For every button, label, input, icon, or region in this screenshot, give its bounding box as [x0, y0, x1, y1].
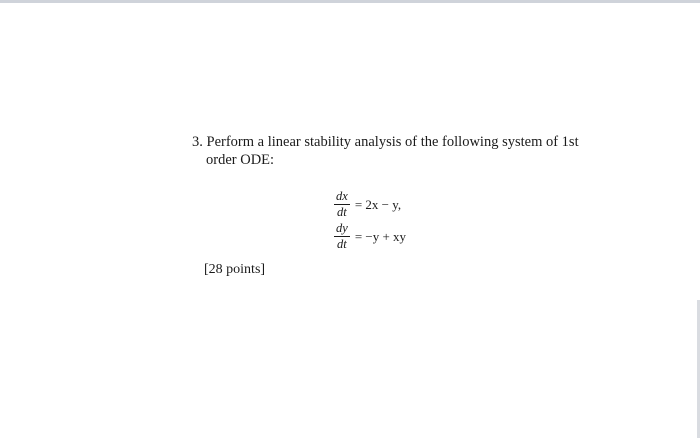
equation-rhs: = −y + xy	[354, 228, 407, 244]
equation-rhs: = 2x − y,	[354, 196, 402, 212]
problem-number: 3.	[192, 134, 203, 150]
top-border	[0, 0, 700, 3]
fraction-numerator: dy	[336, 221, 348, 235]
fraction-denominator: dt	[337, 237, 347, 251]
problem-statement	[192, 133, 592, 169]
fraction-dx-dt	[334, 190, 350, 219]
points-label: [28 points]	[204, 262, 266, 277]
equation-dy-dt	[334, 222, 406, 251]
problem-line-1	[192, 133, 592, 151]
fraction-dy-dt	[334, 222, 350, 251]
equation-dx-dt	[334, 190, 401, 219]
problem-line-2: order ODE:	[206, 152, 275, 168]
fraction-numerator: dx	[336, 189, 348, 203]
fraction-denominator: dt	[337, 205, 347, 219]
problem-text-1: Perform a linear stability analysis of the following system of 1st	[206, 134, 579, 150]
